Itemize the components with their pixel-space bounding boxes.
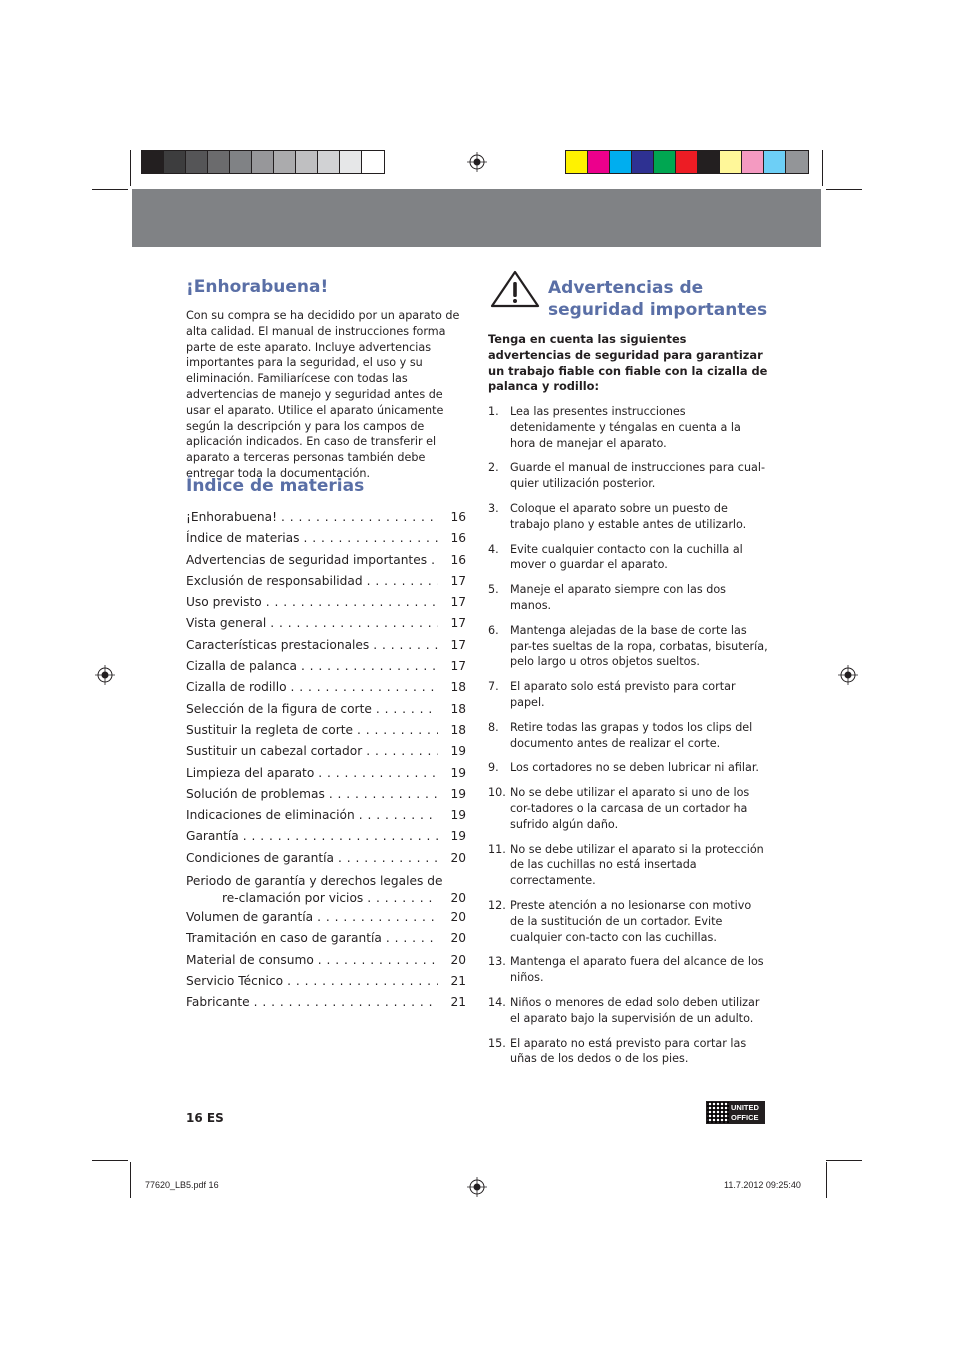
safety-item-number: 15. — [488, 1036, 506, 1050]
safety-item — [488, 1036, 768, 1068]
intro-body: Con su compra se ha decidido por un aparato de alta calidad. El manual de instrucciones forma parte de este aparato. Incluye advertencias importantes para la seguridad, el uso y su eliminación. Familiarícese con todas las advertencias de manejo y seguridad antes de usar el aparato. Utilice el aparato únicamente según la descripción y para los campos de aplicación indicados. En caso de transferir el aparato a terceras personas también debe entregar toda la documentación. — [186, 309, 460, 480]
toc-leader — [359, 805, 438, 826]
toc-entry — [186, 928, 466, 949]
toc-leader — [281, 507, 438, 528]
registration-mark-icon — [838, 665, 858, 685]
safety-item-number: 8. — [488, 720, 499, 734]
toc-leader — [357, 720, 438, 741]
toc-leader — [303, 528, 438, 549]
safety-item-text: Preste atención a no lesionarse con motivo de la sustitución de un cortador. Evite cualquier con-tacto con las cuchillas. — [510, 898, 752, 944]
safety-item-number: 5. — [488, 583, 499, 597]
toc-entry-page: 16 — [450, 531, 466, 546]
toc-entry-title: Uso previsto — [186, 595, 262, 610]
toc-entry-title: ¡Enhorabuena! — [186, 510, 278, 524]
toc-leader — [318, 763, 438, 784]
toc-entry-page: 19 — [450, 765, 466, 780]
slug-timestamp: 11.7.2012 09:25:40 — [724, 1180, 801, 1190]
toc-entry-title: Selección de la figura de corte — [186, 701, 372, 716]
toc-entry-title: Características prestacionales — [186, 637, 370, 652]
safety-item-text: Niños o menores de edad solo deben utilizar el aparato bajo la supervisión de un adulto. — [510, 995, 760, 1025]
toc-entry — [186, 826, 466, 847]
warning-triangle-icon — [490, 270, 540, 308]
safety-item — [488, 760, 768, 776]
safety-item-number: 11. — [488, 842, 506, 856]
color-swatch — [274, 151, 296, 173]
color-swatch — [654, 151, 676, 173]
crop-mark — [826, 1160, 862, 1161]
toc-entry-title: Cizalla de palanca — [186, 659, 297, 674]
toc-entry — [186, 507, 466, 528]
toc-entry-page: 17 — [450, 659, 466, 674]
toc-entry-page: 17 — [450, 637, 466, 652]
intro-heading: ¡Enhorabuena! — [186, 277, 329, 297]
color-swatch — [362, 151, 384, 173]
toc-entry-title: Fabricante — [186, 995, 250, 1010]
toc-leader — [373, 635, 438, 656]
slug-filename: 77620_LB5.pdf 16 — [145, 1180, 219, 1190]
safety-item-text: El aparato no está previsto para cortar las uñas de los dedos o de los pies. — [510, 1036, 747, 1066]
toc-entry-page: 17 — [450, 573, 466, 588]
crop-mark — [822, 150, 823, 186]
color-swatch — [318, 151, 340, 173]
toc-entry-page: 20 — [450, 850, 466, 865]
safety-item-number: 3. — [488, 501, 499, 515]
safety-item-text: Guarde el manual de instrucciones para cual-quier utilización posterior. — [510, 461, 766, 491]
toc-entry-page: 18 — [450, 701, 466, 716]
toc-heading: Índice de materias — [186, 476, 365, 496]
toc-leader — [376, 699, 438, 720]
color-swatch — [588, 151, 610, 173]
color-swatch — [742, 151, 764, 173]
toc-entry — [186, 763, 466, 784]
safety-item — [488, 501, 768, 533]
crop-mark — [92, 1160, 128, 1161]
toc-entry-title: Sustituir la regleta de corte — [186, 722, 354, 737]
color-swatch-bar — [565, 150, 809, 174]
toc-entry — [186, 971, 466, 992]
color-swatch — [208, 151, 230, 173]
safety-item-text: Maneje el aparato siempre con las dos manos. — [510, 583, 727, 612]
crop-mark — [826, 1162, 827, 1198]
toc-entry-page: 19 — [450, 829, 466, 844]
registration-mark-icon — [95, 665, 115, 685]
registration-mark-icon — [467, 1177, 487, 1197]
crop-mark — [130, 150, 131, 186]
safety-item — [488, 995, 768, 1027]
safety-item — [488, 460, 768, 492]
toc-entry — [186, 571, 466, 592]
color-swatch — [610, 151, 632, 173]
toc-entry — [186, 907, 466, 928]
toc-entry-page: 20 — [450, 931, 466, 946]
color-swatch — [786, 151, 808, 173]
color-swatch — [698, 151, 720, 173]
safety-item-number: 14. — [488, 995, 506, 1009]
toc-entry-title: Volumen de garantía — [186, 910, 314, 925]
toc-entry-page: 16 — [450, 510, 466, 524]
toc-entry-title: Material de consumo — [186, 952, 314, 967]
color-swatch — [296, 151, 318, 173]
toc-entry-page: 19 — [450, 786, 466, 801]
toc-entry-title-cont: re-clamación por vicios — [222, 891, 364, 906]
logo-grid-icon — [707, 1102, 729, 1123]
toc-entry-page: 19 — [450, 808, 466, 823]
toc-leader — [431, 550, 438, 571]
toc-entry-title: Exclusión de responsabilidad — [186, 573, 363, 588]
safety-item-text: Los cortadores no se deben lubricar ni afilar. — [510, 761, 759, 775]
toc-entry — [186, 613, 466, 634]
toc-entry-page: 20 — [450, 891, 466, 906]
toc-entry — [186, 869, 466, 907]
toc-entry — [186, 528, 466, 549]
color-swatch — [764, 151, 786, 173]
safety-item-number: 10. — [488, 786, 506, 800]
toc-entry — [186, 992, 466, 1013]
toc-leader — [270, 613, 438, 634]
safety-item-text: Mantenga alejadas de la base de corte las par-tes sueltas de la ropa, corbatas, bisutería, pelo largo u otros objetos sueltos. — [510, 623, 768, 669]
safety-item-number: 9. — [488, 761, 499, 775]
toc-entry-title: Limpieza del aparato — [186, 765, 315, 780]
safety-item-number: 7. — [488, 680, 499, 694]
toc-entry-page: 21 — [450, 995, 466, 1010]
safety-item — [488, 542, 768, 574]
toc-entry-title: Vista general — [186, 616, 267, 631]
toc-entry-page: 20 — [450, 952, 466, 967]
toc-entry — [186, 741, 466, 762]
safety-item-text: El aparato solo está previsto para cortar papel. — [510, 680, 736, 709]
safety-item-text: Coloque el aparato sobre un puesto de trabajo plano y estable antes de utilizarlo. — [510, 501, 747, 531]
toc-leader — [266, 592, 438, 613]
toc-leader — [291, 677, 438, 698]
safety-list — [488, 404, 768, 1076]
safety-heading-line2: seguridad importantes — [548, 300, 768, 320]
page-number: 16 ES — [186, 1111, 224, 1125]
color-swatch — [566, 151, 588, 173]
toc-leader — [254, 992, 438, 1013]
safety-item-number: 13. — [488, 955, 506, 969]
toc-leader — [243, 826, 438, 847]
safety-item — [488, 404, 768, 451]
safety-heading-line1: Advertencias de — [548, 278, 704, 298]
crop-mark — [130, 1162, 131, 1198]
toc-leader — [367, 571, 438, 592]
safety-item — [488, 785, 768, 832]
color-swatch — [340, 151, 362, 173]
toc-leader — [318, 950, 438, 971]
safety-item-text: Retire todas las grapas y todos los clips del documento antes de realizar el corte. — [510, 720, 753, 750]
toc-entry-title: Solución de problemas — [186, 786, 325, 801]
safety-item-text: No se debe utilizar el aparato si la protección de las cuchillas no está insertada correctamente. — [510, 842, 764, 888]
color-swatch — [252, 151, 274, 173]
safety-item-text: Evite cualquier contacto con la cuchilla al mover o guardar el aparato. — [510, 542, 743, 572]
toc-entry-page: 17 — [450, 595, 466, 610]
safety-item — [488, 720, 768, 752]
color-swatch — [230, 151, 252, 173]
safety-item — [488, 679, 768, 711]
toc-entry-title: Garantía — [186, 829, 239, 844]
safety-item-number: 1. — [488, 405, 499, 418]
toc-entry — [186, 550, 466, 571]
gray-swatch-bar — [141, 150, 385, 174]
toc-leader — [301, 656, 438, 677]
safety-item — [488, 954, 768, 986]
logo-text: UNITED OFFICE — [729, 1102, 764, 1123]
safety-item-number: 12. — [488, 898, 506, 912]
brand-logo — [706, 1101, 765, 1124]
safety-lead: Tenga en cuenta las siguientes advertencias de seguridad para garantizar un trabajo fiable con fiable con la cizalla de palanca y rodillo: — [488, 332, 768, 394]
toc-entry-page: 21 — [450, 973, 466, 988]
toc-leader — [386, 928, 438, 949]
safety-item-number: 4. — [488, 542, 499, 556]
crop-mark — [826, 189, 862, 190]
toc-entry-page: 16 — [450, 552, 466, 567]
color-swatch — [720, 151, 742, 173]
safety-item-number: 6. — [488, 623, 499, 637]
toc-entry-page: 17 — [450, 616, 466, 631]
crop-mark — [92, 189, 128, 190]
color-swatch — [142, 151, 164, 173]
toc-entry — [186, 720, 466, 741]
toc-entry-page: 18 — [450, 722, 466, 737]
color-swatch — [676, 151, 698, 173]
toc-entry-page: 20 — [450, 910, 466, 925]
color-swatch — [632, 151, 654, 173]
toc-entry — [186, 784, 466, 805]
header-band — [132, 189, 821, 247]
toc-entry — [186, 950, 466, 971]
toc-leader — [329, 784, 438, 805]
toc-entry-title: Advertencias de seguridad importantes — [186, 552, 428, 567]
safety-item — [488, 623, 768, 670]
toc-list — [186, 507, 466, 1014]
safety-item — [488, 842, 768, 889]
toc-leader — [366, 741, 438, 762]
safety-heading — [548, 277, 767, 321]
toc-entry — [186, 848, 466, 869]
toc-entry — [186, 635, 466, 656]
toc-entry-title: Tramitación en caso de garantía — [186, 931, 382, 946]
safety-item-text: No se debe utilizar el aparato si uno de los cor-tadores o la carcasa de un cortador ha sufrido algún daño. — [510, 786, 750, 831]
safety-item-text: Mantenga el aparato fuera del alcance de los niños. — [510, 955, 764, 985]
registration-mark-icon — [467, 152, 487, 172]
toc-entry-page: 19 — [450, 744, 466, 759]
safety-item — [488, 582, 768, 614]
toc-entry-title: Sustituir un cabezal cortador — [186, 744, 363, 759]
toc-leader — [317, 907, 438, 928]
safety-item-text: Lea las presentes instrucciones detenidamente y téngalas en cuenta a la hora de manejar el aparato. — [510, 405, 741, 450]
toc-entry — [186, 592, 466, 613]
color-swatch — [186, 151, 208, 173]
toc-leader — [367, 889, 438, 907]
safety-item — [488, 898, 768, 945]
toc-entry-title: Índice de materias — [186, 531, 300, 546]
toc-entry-page: 18 — [450, 680, 466, 695]
toc-entry — [186, 805, 466, 826]
toc-entry-title: Indicaciones de eliminación — [186, 808, 355, 823]
toc-entry-title: Servicio Técnico — [186, 973, 284, 988]
toc-entry-title: Condiciones de garantía — [186, 850, 334, 865]
toc-entry-title: Cizalla de rodillo — [186, 680, 287, 695]
toc-leader — [338, 848, 438, 869]
toc-entry — [186, 699, 466, 720]
safety-item-number: 2. — [488, 461, 499, 475]
color-swatch — [164, 151, 186, 173]
toc-entry — [186, 656, 466, 677]
toc-entry-title: Periodo de garantía y derechos legales de — [186, 874, 443, 889]
toc-entry — [186, 677, 466, 698]
toc-leader — [287, 971, 438, 992]
